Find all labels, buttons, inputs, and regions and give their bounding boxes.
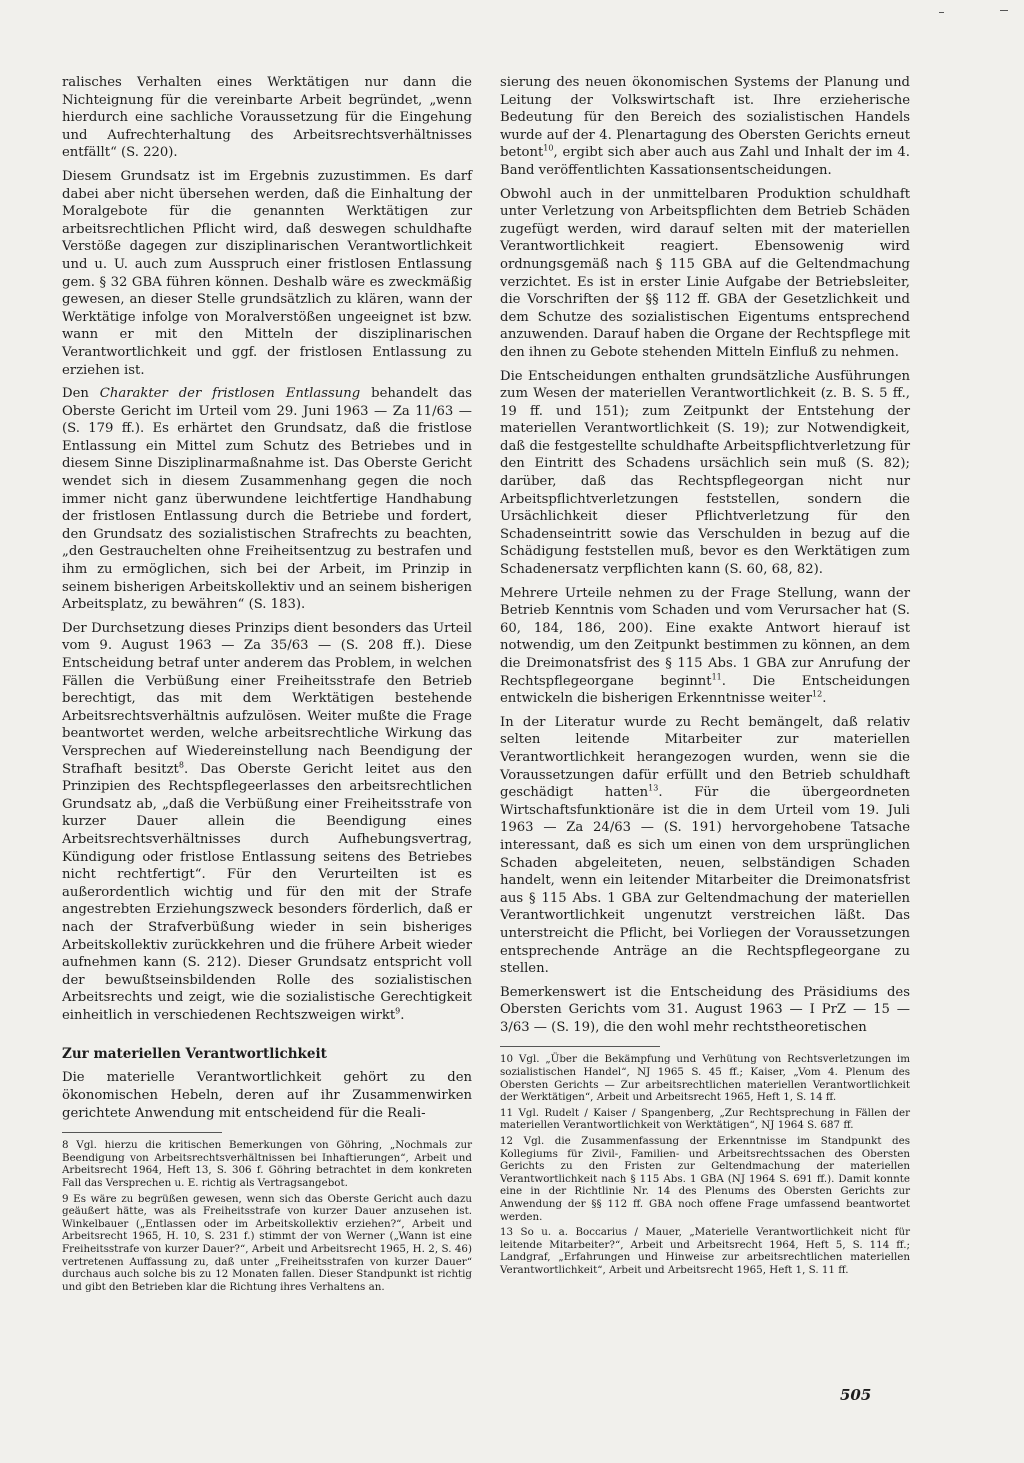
footnote: 8 Vgl. hierzu die kritischen Bemerkungen von Göhring, „Nochmals zur Beendigung von Arbeitsrechtsverhältnissen bei Inhaftierungen“, Arbeit und Arbeitsrecht 1964, Heft 13, S. 306 f. Göhring betrachtet in dem konkreten Fall das Versprechen u. E. richtig als Vertragsangebot. xyxy=(62,1139,472,1190)
footnote-ref: 8 xyxy=(178,760,184,770)
paragraph: Diesem Grundsatz ist im Ergebnis zuzustimmen. Es darf dabei aber nicht übersehen werden, daß die Einhaltung der Moralgebote für die genannten Werktätigen zur arbeitsrechtlichen Pflicht wird, daß deswegen schuldhafte Verstöße dagegen zur disziplinarischen Verantwortlichkeit und u. U. auch zum Ausspruch einer fristlosen Entlassung gem. § 32 GBA führen können. Deshalb wäre es zweckmäßig gewesen, an dieser Stelle grundsätzlich zu klären, wann der Werktätige infolge von Moralverstößen ungeeignet ist bzw. wann er mit den Mitteln der disziplinarischen Verantwortlichkeit und ggf. der fristlosen Entlassung zu erziehen ist. xyxy=(62,168,472,378)
left-column xyxy=(62,74,472,1296)
paragraph-text: . Die Entscheidungen entwickeln die bisherigen Erkenntnisse weiter xyxy=(500,673,910,707)
paragraph: Obwohl auch in der unmittelbaren Produktion schuldhaft unter Verletzung von Arbeitspflichten dem Betrieb Schäden zugefügt werden, wird darauf selten mit der materiellen Verantwortlichkeit reagiert. Ebensowenig wird ordnungsgemäß nach § 115 GBA auf die Geltendmachung verzichtet. Es ist in erster Linie Aufgabe der Betriebsleiter, die Vorschriften der §§ 112 ff. GBA der Gesetzlichkeit und dem Schutze des sozialistischen Eigentums entsprechend anzuwenden. Darauf haben die Organe der Rechtspflege mit den ihnen zu Gebote stehenden Mitteln Einfluß zu nehmen. xyxy=(500,186,910,360)
footnote-ref: 13 xyxy=(648,783,659,793)
paragraph: Die materielle Verantwortlichkeit gehört zu den ökonomischen Hebeln, deren auf ihr Zusammenwirken gerichtete Anwendung mit entscheidend für die Reali- xyxy=(62,1070,472,1121)
paragraph xyxy=(500,74,910,180)
paragraph-text: In der Literatur wurde zu Recht bemängelt, daß relativ selten leitende Mitarbeiter zur materiellen Verantwortlichkeit herangezogen wurden, wenn sie die Voraussetzungen dafür erfüllt und den Betrieb schuldhaft geschädigt hatten xyxy=(500,714,910,801)
footnote: 13 So u. a. Boccarius / Mauer, „Materielle Verantwortlichkeit nicht für leitende Mitarbeiter?“, Arbeit und Arbeitsrecht 1964, Heft 5, S. 114 ff.; Landgraf, „Erfahrungen und Hinweise zur arbeitsrechtlichen materiellen Verantwortlichkeit“, Arbeit und Arbeitsrecht 1965, Heft 1, S. 11 ff. xyxy=(500,1226,910,1276)
paragraph xyxy=(500,714,910,978)
paragraph-text: , ergibt sich aber auch aus Zahl und Inhalt der im 4. Band veröffentlichten Kassationsentscheidungen. xyxy=(500,145,910,178)
paragraph-lead: Den xyxy=(62,386,100,402)
paragraph-text: sierung des neuen ökonomischen Systems der Planung und Leitung der Volkswirtschaft ist. Ihre erzieherische Bedeutung für den Bereich des sozialistischen Handels wurde auf der 4. Plenartagung des Obersten Gerichts erneut betont xyxy=(500,75,910,161)
footnote-ref: 11 xyxy=(711,672,722,682)
paragraph-text: Mehrere Urteile nehmen zu der Frage Stellung, wann der Betrieb Kenntnis vom Schaden und vom Verursacher hat (S. 60, 184, 186, 200). Eine exakte Antwort hierauf ist notwendig, um den Zeitpunkt bestimmen zu können, an dem die Dreimonatsfrist des § 115 Abs. 1 GBA zur Anrufung der Rechtspflegeorgane beginnt xyxy=(500,585,910,689)
page-number: 505 xyxy=(840,1386,872,1404)
paragraph xyxy=(62,620,472,1025)
footnote-ref: 12 xyxy=(812,689,823,699)
paragraph-text: Der Durchsetzung dieses Prinzips dient besonders das Urteil vom 9. August 1963 — Za 35/63 — (S. 208 ff.). Diese Entscheidung betraf unter anderem das Problem, in welchen Fällen die Verbüßung einer Freiheitsstrafe den Betrieb berechtigt, das mit dem Werktätigen bestehende Arbeitsrechtsverhältnis aufzulösen. Weiter mußte die Frage beantwortet werden, welche arbeitsrechtliche Wirkung das Versprechen auf Wiedereinstellung nach Beendigung der Strafhaft besitzt xyxy=(62,620,472,777)
paragraph-text: . Das Oberste Gericht leitet aus den Prinzipien des Rechtspflegeerlasses den arbeitsrechtlichen Grundsatz ab, „daß die Verbüßung einer Freiheitsstrafe von kurzer Dauer allein die Beendigung eines Arbeitsrechtsverhältnisses durch Aufhebungsvertrag, Kündigung oder fristlose Entlassung seitens des Betriebes nicht rechtfertigt“. Für den Verurteilten ist es außerordentlich wichtig und für den mit der Strafe angestrebten Erziehungszweck besonders förderlich, daß er nach der Strafverbüßung wieder in sein bisheriges Arbeitskollektiv zurückkehren und die frühere Arbeit wieder aufnehmen kann (S. 212). Dieser Grundsatz entspricht voll der bewußtseinsbildenden Rolle des sozialistischen Arbeitsrechts und zeigt, wie die sozialistische Gerechtigkeit einheitlich in verschiedenen Rechtszweigen wirkt xyxy=(62,761,472,1023)
scan-mark xyxy=(1000,10,1008,11)
footnote: 11 Vgl. Rudelt / Kaiser / Spangenberg, „Zur Rechtsprechung in Fällen der materiellen Verantwortlichkeit von Werktätigen“, NJ 1964 S. 687 ff. xyxy=(500,1106,910,1132)
paragraph-text: . Für die übergeordneten Wirtschaftsfunktionäre ist die in dem Urteil vom 19. Juli 1963 — Za 24/63 — (S. 191) hervorgehobene Tatsache interessant, daß es sich um einen von dem ursprünglichen Schaden abgeleiteten, neuen, selbständigen Schaden handelt, wenn ein leitender Mitarbeiter die Dreimonatsfrist aus § 115 Abs. 1 GBA zur Geltendmachung der materiellen Verantwortlichkeit ungenutzt verstreichen läßt. Das unterstreicht die Pflicht, bei Vorliegen der Voraussetzungen entsprechende Anträge an die Rechtspflegeorgane zu stellen. xyxy=(500,785,910,977)
paragraph: Bemerkenswert ist die Entscheidung des Präsidiums des Obersten Gerichts vom 31. August 1963 — I PrZ — 15 — 3/63 — (S. 19), die den wohl mehr rechtstheoretischen xyxy=(500,984,910,1035)
paragraph-text: . xyxy=(400,1007,405,1023)
footnote-divider xyxy=(500,1046,660,1047)
paragraph xyxy=(500,585,910,708)
footnote-ref: 9 xyxy=(395,1006,401,1016)
footnote-divider xyxy=(62,1132,222,1133)
right-column xyxy=(500,74,910,1280)
section-heading: Zur materiellen Verantwortlichkeit xyxy=(62,1046,327,1063)
scan-mark xyxy=(939,12,944,13)
paragraph xyxy=(62,385,472,614)
paragraph: Die Entscheidungen enthalten grundsätzliche Ausführungen zum Wesen der materiellen Verantwortlichkeit (z. B. S. 5 ff., 19 ff. und 151); zum Zeitpunkt der Entstehung der materiellen Verantwortlichkeit (S. 19); zur Notwendigkeit, daß die festgestellte schuldhafte Arbeitspflichtverletzung für den Eintritt des Schadens ursächlich sein muß (S. 82); darüber, daß das Rechtspflegeorgan nicht nur Arbeitspflichtverletzungen feststellen, sondern die Ursächlichkeit dieser Pflichtverletzung für den Schadenseintritt sowie das Verschulden in bezug auf die Schädigung feststellen muß, bevor es den Werktätigen zum Schadenersatz verpflichten kann (S. 60, 68, 82). xyxy=(500,368,910,578)
footnote: 9 Es wäre zu begrüßen gewesen, wenn sich das Oberste Gericht auch dazu geäußert hätte, was als Freiheitsstrafe von kurzer Dauer anzusehen ist. Winkelbauer („Entlassen oder im Arbeitskollektiv erziehen?“, Arbeit und Arbeitsrecht 1965, H. 10, S. 231 f.) stimmt der von Werner („Wann ist eine Freiheitsstrafe von kurzer Dauer?“, Arbeit und Arbeitsrecht 1965, H. 2, S. 46) vertretenen Auffassung zu, daß unter „Freiheitsstrafen von kurzer Dauer“ durchaus auch solche bis zu 12 Monaten fallen. Dieser Standpunkt ist richtig und gibt den Betrieben klar die Richtung ihres Verhaltens an. xyxy=(62,1192,472,1293)
paragraph: ralisches Verhalten eines Werktätigen nur dann die Nichteignung für die vereinbarte Arbeit begründet, „wenn hierdurch eine sachliche Voraussetzung für die Eingehung und Aufrechterhaltung des Arbeitsrechtsverhältnisses entfällt“ (S. 220). xyxy=(62,75,472,161)
footnote-ref: 10 xyxy=(543,143,554,153)
paragraph-text: . xyxy=(822,691,827,707)
paragraph-rest: behandelt das Oberste Gericht im Urteil vom 29. Juni 1963 — Za 11/63 — (S. 179 ff.). Es erhärtet den Grundsatz, daß die fristlose Entlassung ein Mittel zum Schutz des Betriebes und in diesem Sinne Disziplinarmaßnahme ist. Das Oberste Gericht wendet sich in diesem Zusammenhang gegen die noch immer nicht ganz überwundene leichtfertige Handhabung der fristlosen Entlassung durch die Betriebe und fordert, den Grundsatz des sozialistischen Strafrechts zu beachten, „den Gestrauchelten ohne Freiheitsentzug zu bestrafen und ihm zu ermöglichen, sich bei der Arbeit, im Prinzip in seinem bisherigen Arbeitskollektiv und an seinem bisherigen Arbeitsplatz, zu bewähren“ (S. 183). xyxy=(62,386,472,613)
italic-emphasis: Charakter der fristlosen Entlassung xyxy=(99,386,361,402)
footnote: 12 Vgl. die Zusammenfassung der Erkenntnisse im Standpunkt des Kollegiums für Zivil-, Familien- und Arbeitsrechtssachen des Obersten Gerichts zu den Fristen zur Geltendmachung der materiellen Verantwortlichkeit nach § 115 Abs. 1 GBA (NJ 1964 S. 691 ff.). Damit konnte eine in der Richtlinie Nr. 14 des Plenums des Obersten Gerichts zur Anwendung der §§ 112 ff. GBA noch offene Frage umfassend beantwortet werden. xyxy=(500,1135,910,1223)
footnote: 10 Vgl. „Über die Bekämpfung und Verhütung von Rechtsverletzungen im sozialistischen Handel“, NJ 1965 S. 45 ff.; Kaiser, „Vom 4. Plenum des Obersten Gerichts — Zur arbeitsrechtlichen materiellen Verantwortlichkeit der Werktätigen“, Arbeit und Arbeitsrecht 1965, Heft 1, S. 14 ff. xyxy=(500,1053,910,1104)
